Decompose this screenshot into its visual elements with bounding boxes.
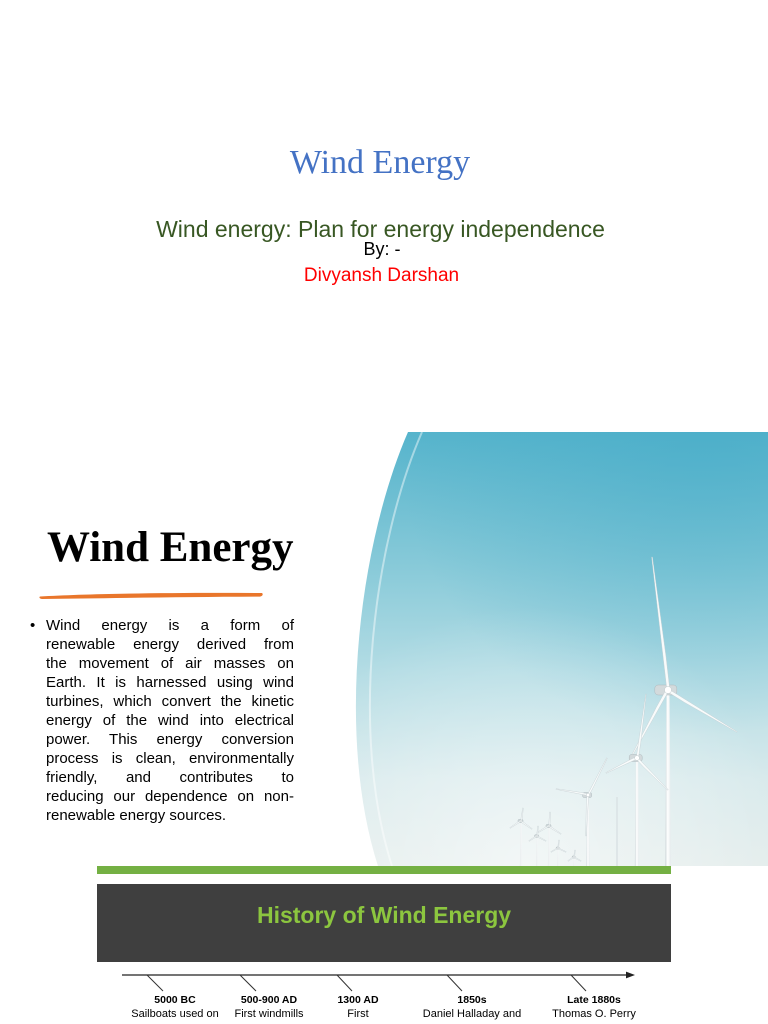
measurement-mast [616, 797, 617, 866]
timeline-item [534, 993, 654, 1022]
timeline-date: 1300 AD [337, 994, 379, 1006]
timeline-date: 1850s [457, 994, 487, 1006]
timeline-arrowhead [626, 972, 635, 979]
turbine-tower [536, 836, 538, 866]
timeline-tick [240, 975, 256, 991]
paragraph-line: Wind energy is a form of [46, 616, 294, 634]
timeline-caption: First [347, 1008, 369, 1020]
turbine-hub [536, 835, 538, 837]
intro-heading: Wind Energy [47, 524, 294, 571]
paragraph-line: Earth. It is harnessed using wind [46, 673, 294, 691]
cover-title: Wind Energy [289, 144, 471, 181]
paragraph-line: turbines, which convert the kinetic [46, 692, 294, 710]
timeline-caption: Thomas O. Perry [552, 1008, 636, 1020]
timeline-axis [97, 962, 671, 992]
timeline-date: Late 1880s [567, 994, 621, 1006]
underline-stroke [39, 593, 262, 599]
history-accent-bar [97, 866, 671, 874]
turbine-hub [586, 793, 590, 797]
paragraph-line: energy of the wind into electrical [46, 711, 294, 729]
paragraph-line: renewable energy derived from [46, 635, 294, 653]
by-label: By: - [363, 239, 401, 259]
sky-haze [330, 432, 768, 866]
photo-clip-group [330, 432, 768, 866]
paragraph-line: reducing our dependence on non- [46, 788, 294, 806]
timeline-item [412, 993, 532, 1022]
turbine-hub [665, 687, 672, 694]
timeline-caption: Sailboats used on [131, 1008, 219, 1020]
paragraph-line: the movement of air masses on [46, 654, 294, 672]
timeline-tick [571, 975, 586, 991]
paragraph-line: power. This energy conversion [46, 731, 294, 749]
timeline-tick [147, 975, 163, 991]
heading-underline [38, 588, 266, 602]
history-title-band [97, 884, 671, 962]
timeline-date: 5000 BC [154, 994, 196, 1006]
turbine-hub [573, 856, 575, 858]
turbine-hub [520, 820, 522, 822]
intro-paragraph [46, 616, 294, 826]
paragraph-line: friendly, and contributes to [46, 769, 294, 787]
timeline-caption: Daniel Halladay and [422, 1008, 522, 1020]
timeline-caption: First windmills [234, 1008, 304, 1020]
turbine-hub [557, 847, 559, 849]
cover-slide [0, 0, 768, 420]
bullet-marker [30, 616, 35, 635]
turbine-hub [548, 825, 550, 827]
timeline-tick [447, 975, 462, 991]
timeline-date: 500-900 AD [240, 994, 298, 1006]
turbine-hub [635, 756, 640, 761]
paragraph-line: renewable energy sources. [46, 807, 227, 825]
history-title: History of Wind Energy [256, 902, 512, 928]
author-name: Divyansh Darshan [303, 265, 460, 286]
timeline-tick [337, 975, 352, 991]
cover-subtitle: Wind energy: Plan for energy independence [156, 216, 605, 242]
paragraph-line: process is clean, environmentally [46, 750, 294, 768]
wind-turbines-image [330, 432, 768, 866]
timeline-item [298, 993, 418, 1022]
